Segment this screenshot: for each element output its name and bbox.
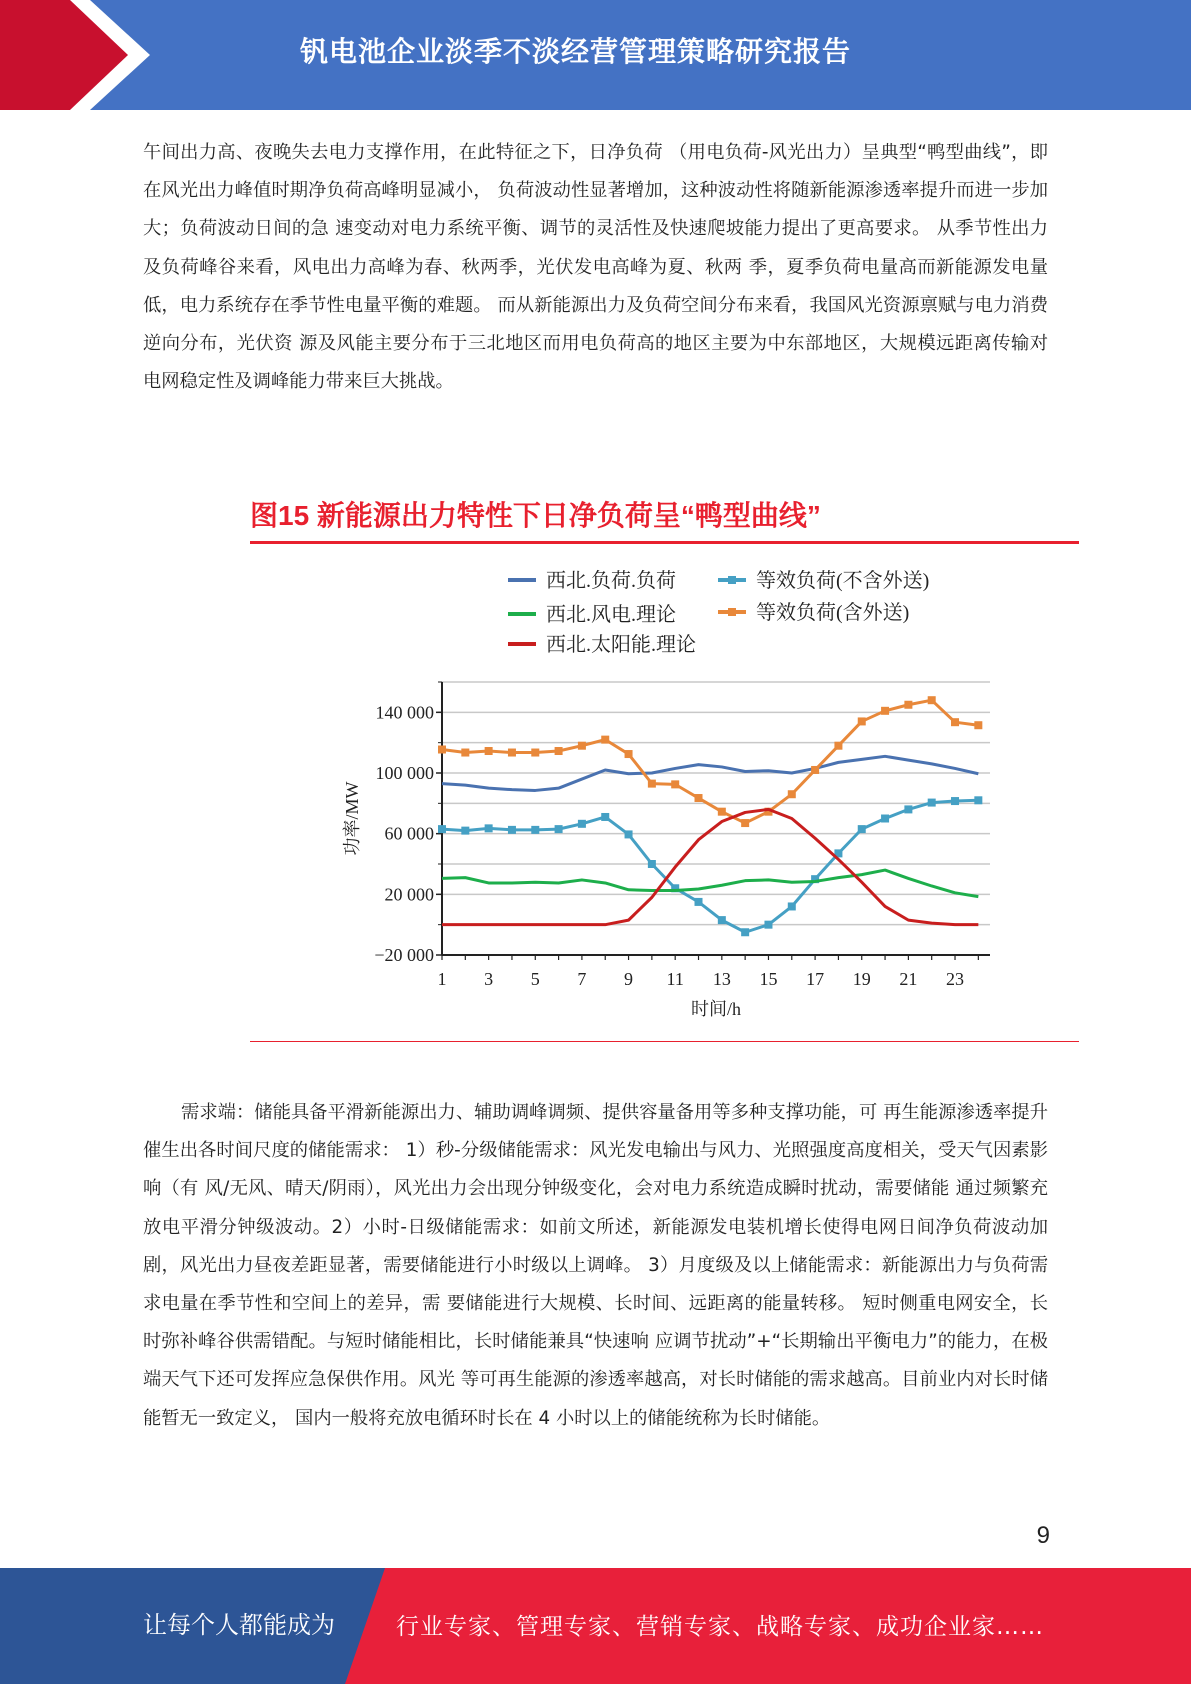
data-point xyxy=(811,766,819,774)
data-point xyxy=(578,820,586,828)
data-point xyxy=(461,749,469,757)
legend-label: 等效负荷(不含外送) xyxy=(756,570,930,592)
data-point xyxy=(881,815,889,823)
data-point xyxy=(788,790,796,798)
data-point xyxy=(741,819,749,827)
body-paragraph-2: 需求端：储能具备平滑新能源出力、辅助调峰调频、提供容量备用等多种支撑功能，可 再生能源渗透率提升催生出各时间尺度的储能需求： 1）秒-分级储能需求：风光发电输出与风力、光照强度高度相关，受天气因素影响（有 风/无风、晴天/阴雨），风光出力会出现分钟级变化，会对电力系统造成瞬时扰动，需要储能 通过频繁充放电平滑分钟级波动。2）小时-日级储能需求：如前文所述，新能源发电装机增长使得电网日间净负荷波动加 剧，风光出力昼夜差距显著，需要储能进行小时级以上调峰。 3）月度级及以上储能需求：新能源出力与负荷需求电量在季节性和空间上的差异，需 要储能进行大规模、长时间、远距离的能量转移。 短时侧重电网安全，长时弥补峰谷供需错配。与短时储能相比，长时储能兼具“快速响 应调节扰动”+“长期输出平衡电力”的能力，在极端天气下还可发挥应急保供作用。风光 等可再生能源的渗透率越高，对长时储能的需求越高。目前业内对长时储能暂无一致定义， 国内一般将充放电循环时长在 4 小时以上的储能统称为长时储能。 xyxy=(143,1102,1048,1429)
data-point xyxy=(555,747,563,755)
x-tick-label: 9 xyxy=(624,969,634,989)
data-point xyxy=(858,717,866,725)
data-point xyxy=(508,826,516,834)
data-point xyxy=(951,718,959,726)
data-point xyxy=(508,749,516,757)
legend-item xyxy=(508,569,676,592)
data-point xyxy=(531,826,539,834)
y-tick-label: 60 000 xyxy=(384,823,434,844)
data-point xyxy=(904,701,912,709)
data-point xyxy=(625,750,633,758)
series-3 xyxy=(442,870,978,897)
data-point xyxy=(671,780,679,788)
data-point xyxy=(695,794,703,802)
x-tick-label: 13 xyxy=(712,969,731,989)
legend-item xyxy=(508,633,696,656)
data-point xyxy=(788,902,796,910)
legend-label: 西北.太阳能.理论 xyxy=(546,634,696,656)
data-point xyxy=(578,742,586,750)
legend-label: 等效负荷(含外送) xyxy=(756,602,910,624)
x-tick-label: 23 xyxy=(946,969,965,989)
legend-item xyxy=(718,601,909,624)
figure-title: 图15 新能源出力特性下日净负荷呈“鸭型曲线” xyxy=(250,500,821,531)
data-point xyxy=(858,825,866,833)
footer-slogan-right: 行业专家、管理专家、营销专家、战略专家、成功企业家…… xyxy=(396,1614,1044,1640)
data-point xyxy=(438,745,446,753)
legend-marker xyxy=(728,608,736,616)
data-point xyxy=(881,707,889,715)
x-tick-label: 3 xyxy=(484,969,494,989)
data-point xyxy=(555,825,563,833)
data-point xyxy=(741,928,749,936)
header-title: 钒电池企业淡季不淡经营管理策略研究报告 xyxy=(300,35,852,68)
y-tick-label: 100 000 xyxy=(375,763,434,783)
y-tick-label: 20 000 xyxy=(384,884,434,905)
data-point xyxy=(531,749,539,757)
page-number: 9 xyxy=(1036,1522,1050,1549)
data-point xyxy=(625,830,633,838)
data-point xyxy=(718,808,726,816)
data-point xyxy=(928,799,936,807)
y-axis-label: 功率/MW xyxy=(342,781,362,856)
legend-label: 西北.风电.理论 xyxy=(546,604,676,626)
page-footer xyxy=(0,1568,1191,1684)
y-tick-label: −20 000 xyxy=(374,945,434,965)
legend-item xyxy=(508,603,676,626)
data-point xyxy=(601,813,609,821)
x-tick-label: 17 xyxy=(806,969,825,989)
data-point xyxy=(764,921,772,929)
data-point xyxy=(438,825,446,833)
x-tick-label: 5 xyxy=(530,969,540,989)
x-tick-label: 19 xyxy=(852,969,871,989)
data-point xyxy=(834,742,842,750)
x-tick-label: 1 xyxy=(437,969,447,989)
y-tick-label: 140 000 xyxy=(375,702,434,723)
series-line xyxy=(442,870,978,897)
data-point xyxy=(951,797,959,805)
body-paragraph-1: 午间出力高、夜晚失去电力支撑作用，在此特征之下，日净负荷 （用电负荷-风光出力）呈典型“鸭型曲线”，即在风光出力峰值时期净负荷高峰明显减小， 负荷波动性显著增加，这种波动性将随新能源渗透率提升而进一步加大；负荷波动日间的急 速变动对电力系统平衡、调节的灵活性及快速爬坡能力提出了更高要求。 从季节性出力及负荷峰谷来看，风电出力高峰为春、秋两季，光伏发电高峰为夏、秋两 季，夏季负荷电量高而新能源发电量低，电力系统存在季节性电量平衡的难题。 而从新能源出力及负荷空间分布来看，我国风光资源禀赋与电力消费逆向分布，光伏资 源及风能主要分布于三北地区而用电负荷高的地区主要为中东部地区，大规模远距离传输对 电网稳定性及调峰能力带来巨大挑战。 xyxy=(143,142,1048,393)
footer-slogan-left: 让每个人都能成为 xyxy=(143,1611,335,1639)
data-point xyxy=(648,780,656,788)
figure-bottom-rule xyxy=(250,1041,1079,1042)
data-point xyxy=(974,721,982,729)
grid-lines xyxy=(442,682,990,925)
data-point xyxy=(904,805,912,813)
data-point xyxy=(601,736,609,744)
legend-label: 西北.负荷.负荷 xyxy=(546,570,676,592)
data-point xyxy=(485,747,493,755)
series-5 xyxy=(442,809,978,924)
series-4 xyxy=(438,696,982,827)
series-line xyxy=(442,700,978,823)
x-tick-label: 15 xyxy=(759,969,778,989)
data-point xyxy=(461,827,469,835)
data-point xyxy=(974,796,982,804)
legend-marker xyxy=(728,576,736,584)
x-tick-label: 7 xyxy=(577,969,587,989)
x-axis-label: 时间/h xyxy=(690,999,742,1019)
x-tick-label: 11 xyxy=(666,969,684,989)
data-point xyxy=(648,860,656,868)
data-point xyxy=(485,824,493,832)
series-line xyxy=(442,809,978,924)
legend-item xyxy=(718,569,929,592)
x-tick-label: 21 xyxy=(899,969,918,989)
data-point xyxy=(695,898,703,906)
data-point xyxy=(718,916,726,924)
data-point xyxy=(928,696,936,704)
